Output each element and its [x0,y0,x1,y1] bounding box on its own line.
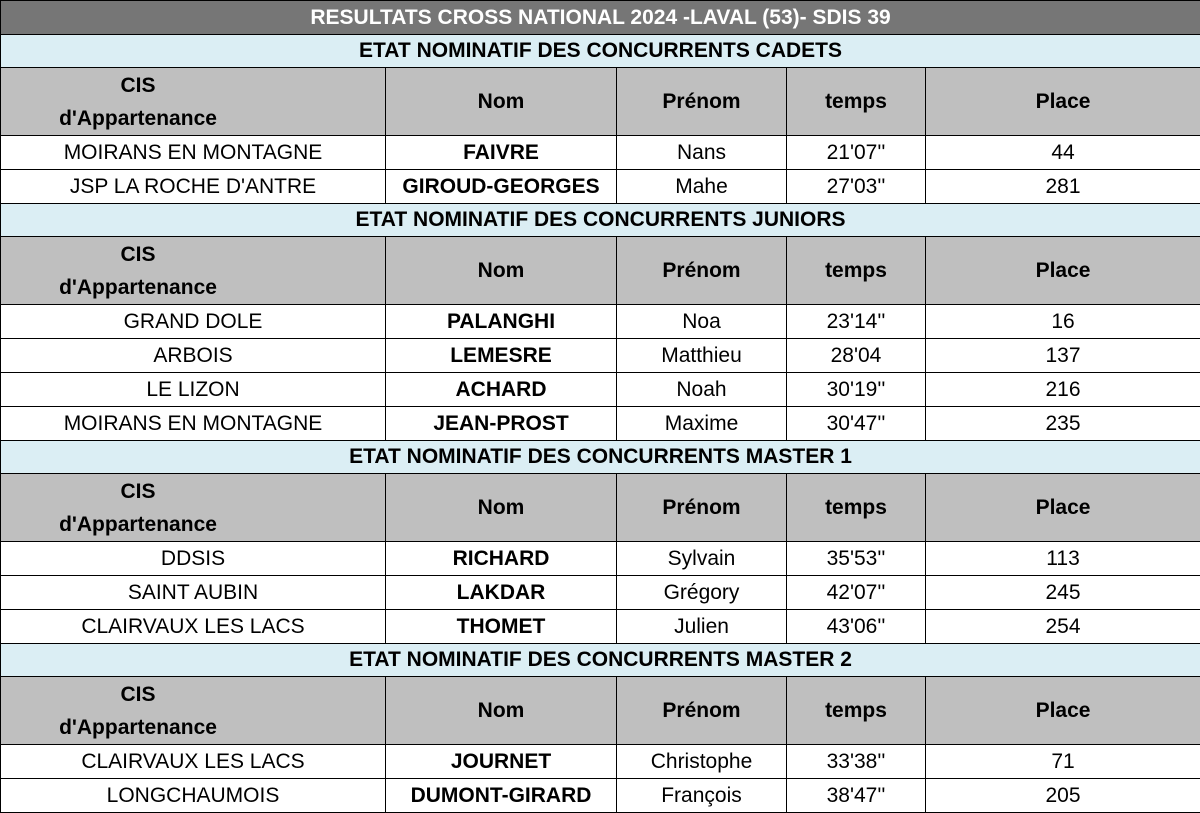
cell-place: 113 [926,542,1200,576]
cell-temps: 42'07'' [787,576,926,610]
cell-cis: MOIRANS EN MONTAGNE [1,136,386,170]
column-header-row [1,68,1200,136]
column-header-row [1,677,1200,745]
cell-temps: 28'04 [787,339,926,373]
header-place: Place [926,237,1200,305]
section-title: ETAT NOMINATIF DES CONCURRENTS CADETS [1,35,1200,68]
cell-cis: JSP LA ROCHE D'ANTRE [1,170,386,204]
cell-temps: 43'06'' [787,610,926,644]
cell-place: 281 [926,170,1200,204]
cell-nom: ACHARD [386,373,617,407]
cell-place: 245 [926,576,1200,610]
header-cis-line2: d'Appartenance [59,107,217,130]
section-title-row [1,204,1200,237]
header-cis-line1: CIS [120,683,155,706]
cell-temps: 35'53'' [787,542,926,576]
cell-nom: PALANGHI [386,305,617,339]
table-row [1,407,1200,441]
cell-place: 216 [926,373,1200,407]
header-nom: Nom [386,677,617,745]
section-title: ETAT NOMINATIF DES CONCURRENTS MASTER 2 [1,644,1200,677]
header-temps: temps [787,68,926,136]
cell-nom: FAIVRE [386,136,617,170]
cell-temps: 38'47'' [787,779,926,813]
header-cis [1,677,386,745]
cell-nom: LAKDAR [386,576,617,610]
column-header-row [1,474,1200,542]
header-cis-line2: d'Appartenance [59,276,217,299]
table-row [1,136,1200,170]
table-row [1,542,1200,576]
cell-prenom: François [617,779,787,813]
cell-prenom: Maxime [617,407,787,441]
cell-place: 44 [926,136,1200,170]
header-cis-line1: CIS [120,74,155,97]
cell-temps: 30'47'' [787,407,926,441]
section-title-row [1,441,1200,474]
header-place: Place [926,677,1200,745]
cell-cis: GRAND DOLE [1,305,386,339]
cell-place: 254 [926,610,1200,644]
table-row [1,339,1200,373]
column-header-row [1,237,1200,305]
cell-cis: LE LIZON [1,373,386,407]
header-prenom: Prénom [617,677,787,745]
header-cis-line2: d'Appartenance [59,716,217,739]
cell-cis: CLAIRVAUX LES LACS [1,610,386,644]
cell-nom: LEMESRE [386,339,617,373]
cell-prenom: Mahe [617,170,787,204]
cell-prenom: Noa [617,305,787,339]
cell-place: 137 [926,339,1200,373]
document-title: RESULTATS CROSS NATIONAL 2024 -LAVAL (53)- SDIS 39 [1,1,1200,35]
cell-cis: CLAIRVAUX LES LACS [1,745,386,779]
cell-nom: JEAN-PROST [386,407,617,441]
cell-temps: 23'14'' [787,305,926,339]
cell-temps: 33'38'' [787,745,926,779]
section-title: ETAT NOMINATIF DES CONCURRENTS MASTER 1 [1,441,1200,474]
cell-prenom: Nans [617,136,787,170]
cell-nom: RICHARD [386,542,617,576]
table-row [1,610,1200,644]
cell-cis: SAINT AUBIN [1,576,386,610]
cell-temps: 21'07'' [787,136,926,170]
header-nom: Nom [386,237,617,305]
header-place: Place [926,68,1200,136]
cell-cis: LONGCHAUMOIS [1,779,386,813]
cell-cis: ARBOIS [1,339,386,373]
cell-temps: 27'03'' [787,170,926,204]
table-row [1,745,1200,779]
table-row [1,576,1200,610]
header-temps: temps [787,677,926,745]
section-title: ETAT NOMINATIF DES CONCURRENTS JUNIORS [1,204,1200,237]
header-cis-line1: CIS [120,243,155,266]
cell-nom: GIROUD-GEORGES [386,170,617,204]
cell-place: 205 [926,779,1200,813]
table-row [1,305,1200,339]
cell-prenom: Sylvain [617,542,787,576]
cell-cis: DDSIS [1,542,386,576]
cell-temps: 30'19'' [787,373,926,407]
cell-prenom: Julien [617,610,787,644]
cell-cis: MOIRANS EN MONTAGNE [1,407,386,441]
cell-place: 235 [926,407,1200,441]
header-prenom: Prénom [617,474,787,542]
header-prenom: Prénom [617,237,787,305]
cell-prenom: Noah [617,373,787,407]
table-row [1,373,1200,407]
cell-prenom: Matthieu [617,339,787,373]
section-title-row [1,644,1200,677]
cell-nom: THOMET [386,610,617,644]
header-nom: Nom [386,474,617,542]
header-temps: temps [787,474,926,542]
header-prenom: Prénom [617,68,787,136]
cell-place: 16 [926,305,1200,339]
cell-place: 71 [926,745,1200,779]
header-temps: temps [787,237,926,305]
header-place: Place [926,474,1200,542]
cell-prenom: Christophe [617,745,787,779]
section-title-row [1,35,1200,68]
title-row [1,1,1200,35]
header-cis [1,474,386,542]
header-cis [1,237,386,305]
header-cis [1,68,386,136]
header-nom: Nom [386,68,617,136]
cell-nom: DUMONT-GIRARD [386,779,617,813]
header-cis-line2: d'Appartenance [59,513,217,536]
cell-nom: JOURNET [386,745,617,779]
table-row [1,779,1200,813]
cell-prenom: Grégory [617,576,787,610]
header-cis-line1: CIS [120,480,155,503]
table-row [1,170,1200,204]
